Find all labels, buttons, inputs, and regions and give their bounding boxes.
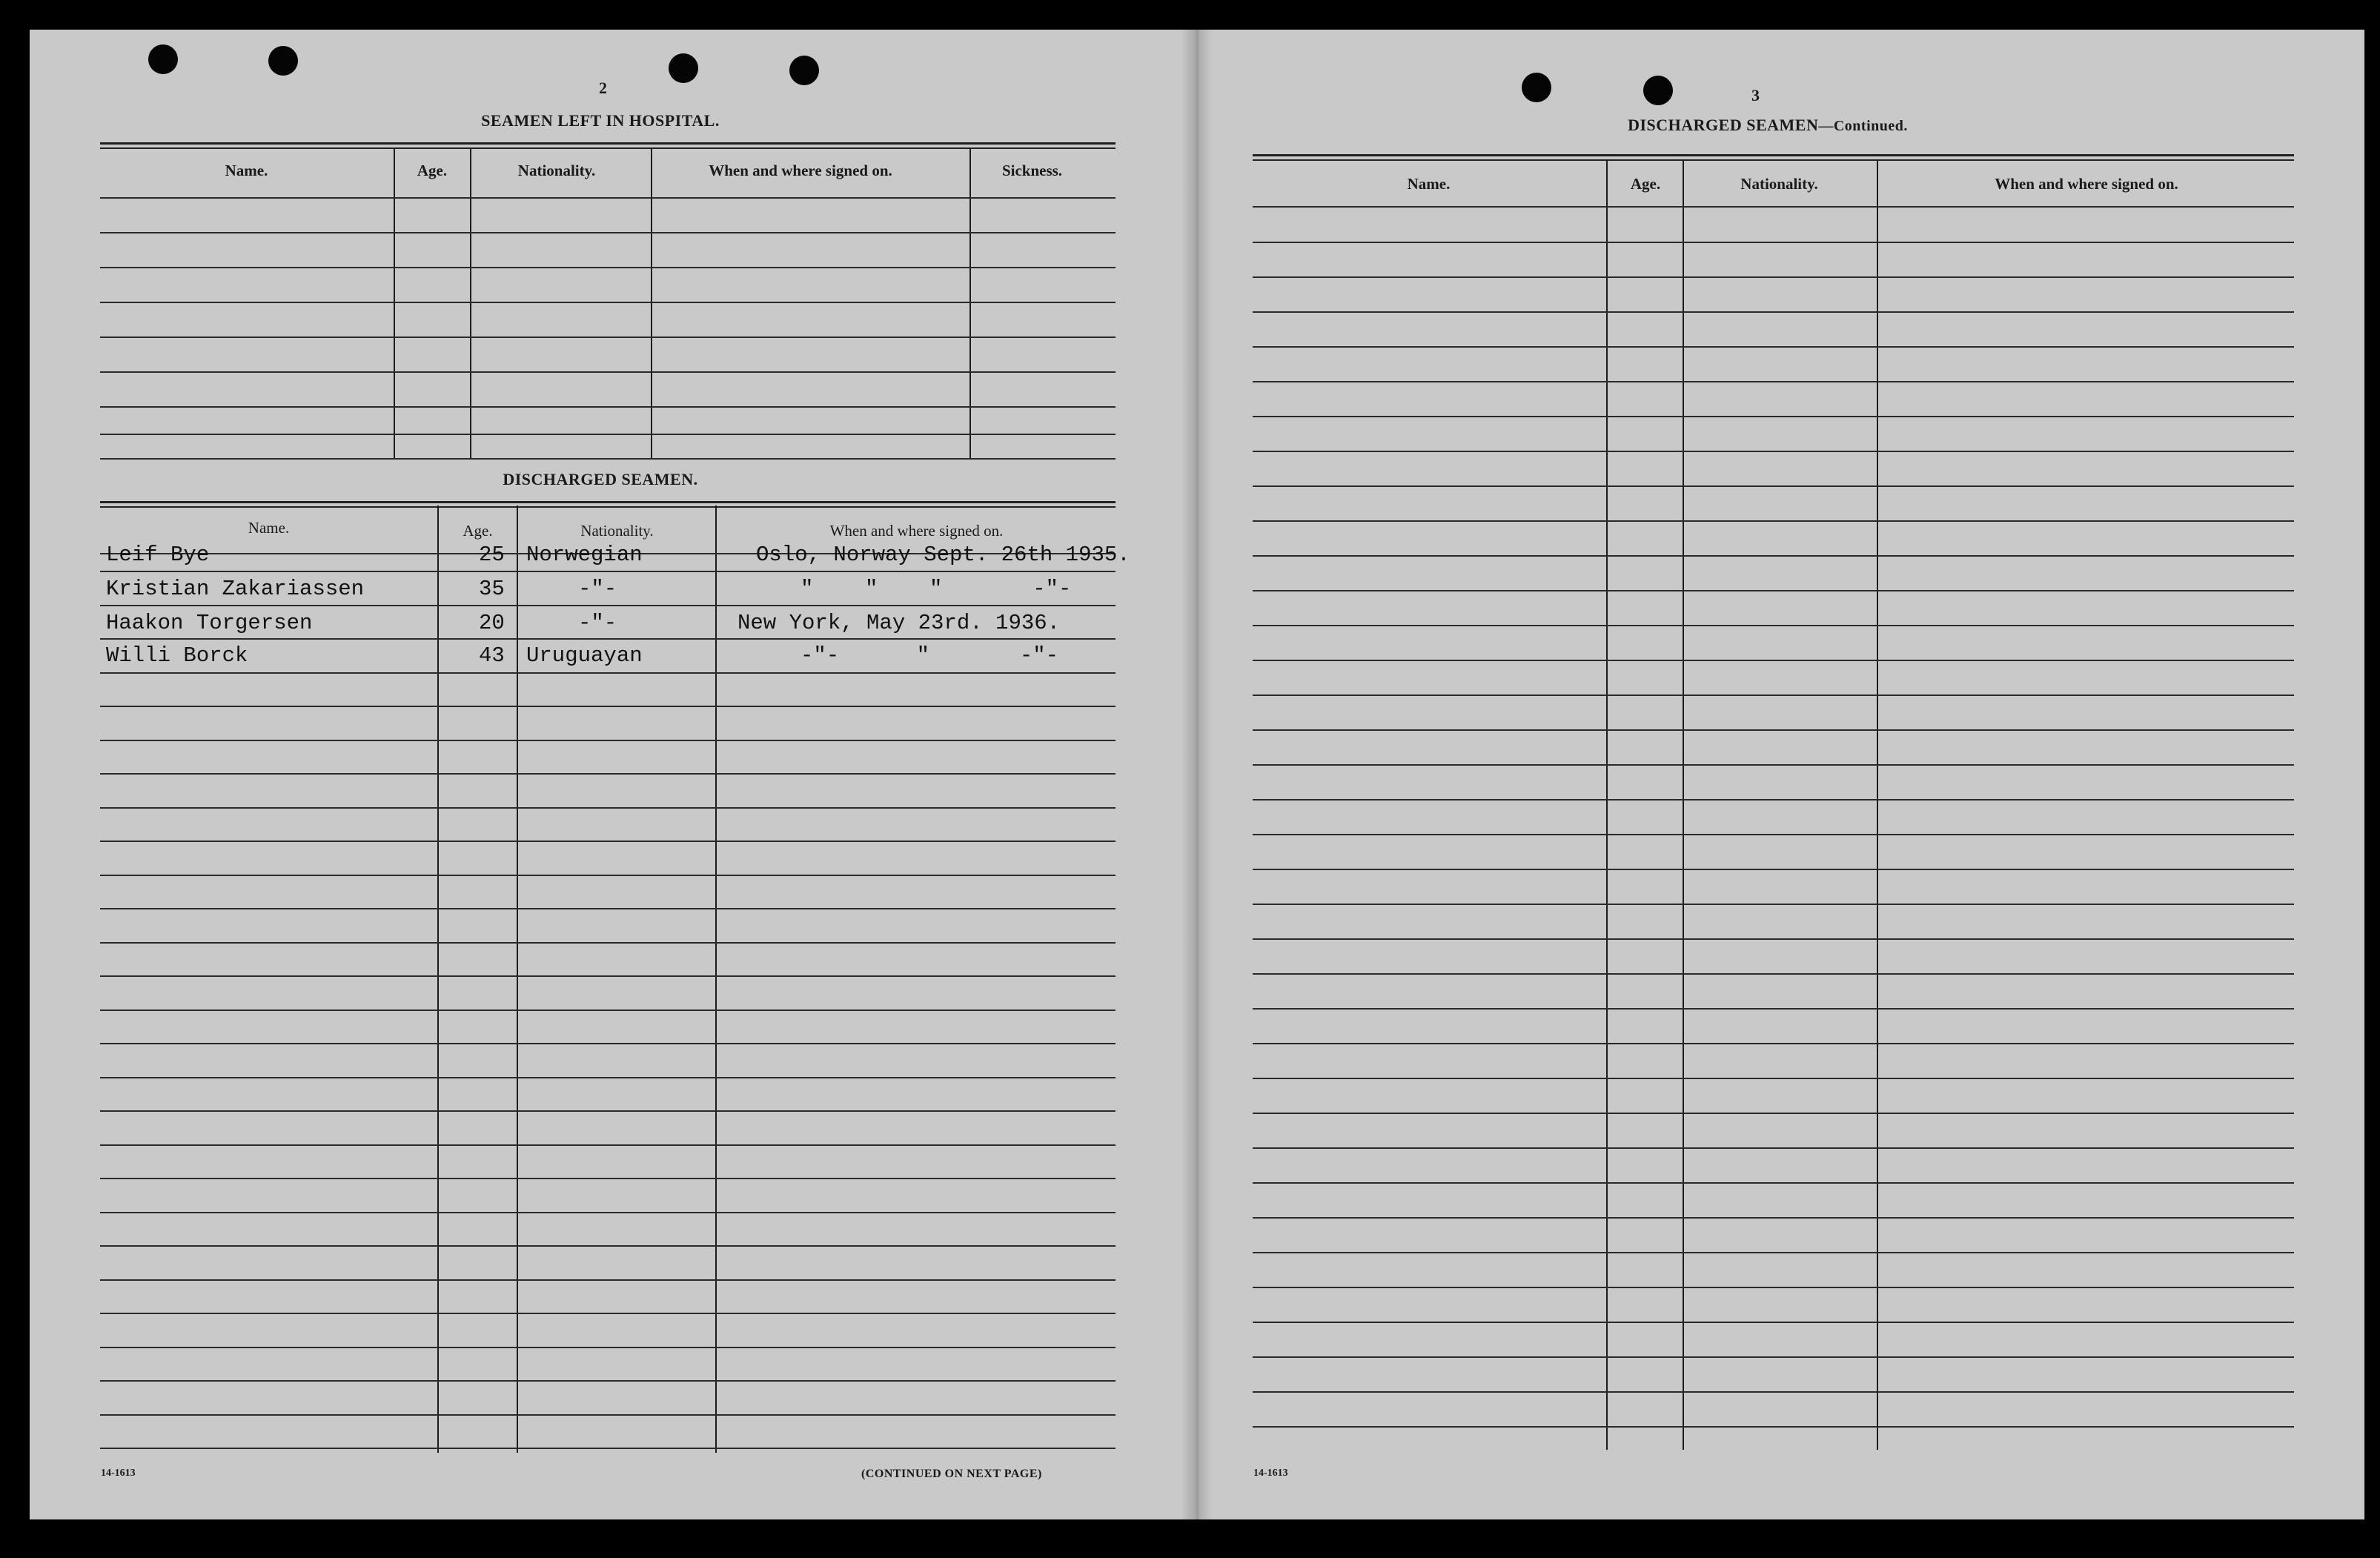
discharged-col-nationality: Nationality. bbox=[580, 522, 654, 540]
ruled-line bbox=[100, 875, 1116, 876]
ruled-line bbox=[100, 672, 1116, 674]
ruled-line bbox=[100, 773, 1116, 775]
form-code: 14-1613 bbox=[101, 1468, 136, 1479]
hospital-col-nationality: Nationality. bbox=[517, 162, 596, 179]
center-fold bbox=[1182, 30, 1212, 1519]
ruled-line bbox=[100, 1010, 1116, 1011]
ruled-line bbox=[100, 942, 1116, 944]
hospital-col-age: Age. bbox=[417, 162, 448, 179]
ruled-line bbox=[1253, 695, 2294, 696]
ruled-line bbox=[100, 1043, 1116, 1044]
page-number: 3 bbox=[1751, 86, 1760, 105]
hospital-row-line bbox=[100, 267, 1116, 268]
ruled-line bbox=[100, 908, 1116, 909]
hospital-top-rule bbox=[100, 142, 1116, 145]
ruled-line bbox=[100, 1178, 1116, 1179]
ruled-line bbox=[1253, 973, 2294, 975]
seaman-nationality: -"- bbox=[578, 577, 617, 601]
ruled-line bbox=[1253, 555, 2294, 557]
discharged-col-divider bbox=[437, 505, 439, 1453]
ruled-line bbox=[1253, 1182, 2294, 1184]
ruled-line bbox=[100, 571, 1116, 572]
right-col-nationality: Nationality. bbox=[1740, 175, 1818, 193]
ruled-line bbox=[1253, 938, 2294, 940]
ruled-line bbox=[1253, 764, 2294, 766]
ruled-line bbox=[1253, 625, 2294, 626]
ruled-line bbox=[1253, 1217, 2294, 1219]
right-col-signed-on: When and where signed on. bbox=[1995, 175, 2178, 193]
seaman-name: Willi Borck bbox=[106, 643, 248, 668]
ruled-line bbox=[1253, 416, 2294, 417]
right-page bbox=[1212, 30, 2364, 1519]
ruled-line bbox=[1253, 834, 2294, 835]
ruled-line bbox=[1253, 311, 2294, 313]
seaman-name: Leif Bye bbox=[106, 543, 210, 567]
ruled-line bbox=[1253, 381, 2294, 382]
ruled-line bbox=[1253, 1322, 2294, 1323]
right-col-divider bbox=[1606, 160, 1608, 1450]
hospital-col-divider bbox=[651, 148, 652, 460]
seaman-signed-on: " " " -"- bbox=[800, 577, 1072, 601]
ruled-line bbox=[1253, 869, 2294, 870]
ruled-line bbox=[1253, 451, 2294, 452]
ruled-line bbox=[100, 706, 1116, 707]
ruled-line bbox=[1253, 799, 2294, 800]
ruled-line bbox=[100, 638, 1116, 640]
hospital-row-line bbox=[100, 434, 1116, 435]
seaman-name: Kristian Zakariassen bbox=[106, 577, 365, 601]
ruled-line bbox=[1253, 346, 2294, 348]
ruled-line bbox=[1253, 1113, 2294, 1114]
ruled-line bbox=[1253, 1043, 2294, 1044]
punch-hole bbox=[669, 53, 698, 83]
title-text: DISCHARGED SEAMEN bbox=[1628, 116, 1819, 134]
ruled-line bbox=[1253, 520, 2294, 522]
hospital-row-line bbox=[100, 302, 1116, 303]
ruled-line bbox=[1253, 1391, 2294, 1393]
header-underline bbox=[1253, 206, 2294, 208]
punch-hole bbox=[1643, 76, 1673, 105]
hospital-col-signed-on: When and where signed on. bbox=[709, 162, 892, 179]
ruled-line bbox=[1253, 904, 2294, 905]
right-top-rule bbox=[1253, 154, 2294, 156]
ruled-line bbox=[100, 740, 1116, 741]
ruled-line bbox=[100, 1347, 1116, 1348]
hospital-col-divider bbox=[394, 148, 395, 460]
discharged-top-rule bbox=[100, 501, 1116, 503]
hospital-row-line bbox=[100, 337, 1116, 338]
ruled-line bbox=[1253, 242, 2294, 243]
discharged-col-name: Name. bbox=[248, 519, 290, 537]
seaman-signed-on: Oslo, Norway Sept. 26th 1935. bbox=[756, 543, 1130, 567]
hospital-row-line bbox=[100, 406, 1116, 408]
continued-note: (CONTINUED ON NEXT PAGE) bbox=[861, 1468, 1042, 1480]
ruled-line bbox=[100, 1144, 1116, 1146]
document-sheet bbox=[30, 30, 2364, 1519]
seaman-signed-on: New York, May 23rd. 1936. bbox=[737, 611, 1061, 635]
ruled-line bbox=[100, 1414, 1116, 1416]
hospital-row-line bbox=[100, 371, 1116, 373]
page-number: 2 bbox=[599, 79, 607, 97]
ruled-line bbox=[100, 1212, 1116, 1213]
ruled-line bbox=[1253, 1078, 2294, 1079]
ruled-line bbox=[1253, 1287, 2294, 1288]
seaman-age: 25 bbox=[479, 543, 505, 567]
hospital-section-title: SEAMEN LEFT IN HOSPITAL. bbox=[481, 111, 720, 130]
right-col-age: Age. bbox=[1630, 175, 1661, 193]
ruled-line bbox=[1253, 1008, 2294, 1010]
discharged-continued-title bbox=[1508, 116, 2027, 135]
ruled-line bbox=[1253, 590, 2294, 591]
ruled-line bbox=[1253, 729, 2294, 731]
hospital-bottom-line bbox=[100, 458, 1116, 460]
ruled-line bbox=[1253, 1426, 2294, 1428]
ruled-line bbox=[100, 841, 1116, 842]
hospital-row-line bbox=[100, 232, 1116, 233]
hospital-col-name: Name. bbox=[225, 162, 268, 179]
ruled-line bbox=[100, 1448, 1116, 1449]
seaman-age: 35 bbox=[479, 577, 505, 601]
form-code: 14-1613 bbox=[1253, 1468, 1288, 1479]
ruled-line bbox=[100, 1380, 1116, 1382]
right-col-name: Name. bbox=[1407, 175, 1451, 193]
punch-hole bbox=[268, 46, 298, 76]
hospital-col-divider bbox=[470, 148, 471, 460]
seaman-nationality: Uruguayan bbox=[526, 643, 643, 668]
right-col-divider bbox=[1683, 160, 1684, 1450]
ruled-line bbox=[100, 1279, 1116, 1281]
ruled-line bbox=[1253, 1356, 2294, 1358]
discharged-col-signed-on: When and where signed on. bbox=[829, 522, 1004, 540]
ruled-line bbox=[1253, 276, 2294, 278]
ruled-line bbox=[1253, 1147, 2294, 1149]
discharged-section-title: DISCHARGED SEAMEN. bbox=[503, 470, 698, 488]
ruled-line bbox=[100, 1313, 1116, 1314]
discharged-col-age: Age. bbox=[463, 522, 493, 540]
title-suffix: —Continued. bbox=[1818, 118, 1908, 134]
punch-hole bbox=[1522, 73, 1551, 102]
ruled-line bbox=[1253, 1252, 2294, 1253]
ruled-line bbox=[100, 975, 1116, 977]
right-col-divider bbox=[1877, 160, 1878, 1450]
seaman-age: 20 bbox=[479, 611, 505, 635]
hospital-col-sickness: Sickness. bbox=[1001, 162, 1063, 179]
seaman-signed-on: -"- " -"- bbox=[800, 643, 1059, 668]
punch-hole bbox=[148, 44, 178, 74]
discharged-col-divider bbox=[715, 505, 717, 1453]
ruled-line bbox=[100, 807, 1116, 809]
hospital-col-divider bbox=[969, 148, 971, 460]
seaman-age: 43 bbox=[479, 643, 505, 668]
seaman-nationality: -"- bbox=[578, 611, 617, 635]
ruled-line bbox=[100, 1110, 1116, 1112]
ruled-line bbox=[1253, 485, 2294, 487]
ruled-line bbox=[1253, 660, 2294, 661]
seaman-nationality: Norwegian bbox=[526, 543, 643, 567]
ruled-line bbox=[100, 605, 1116, 606]
ruled-line bbox=[100, 1077, 1116, 1078]
left-page bbox=[30, 30, 1182, 1519]
hospital-row-line bbox=[100, 197, 1116, 199]
discharged-col-divider bbox=[517, 505, 518, 1453]
punch-hole bbox=[789, 56, 819, 85]
ruled-line bbox=[100, 1245, 1116, 1247]
seaman-name: Haakon Torgersen bbox=[106, 611, 313, 635]
